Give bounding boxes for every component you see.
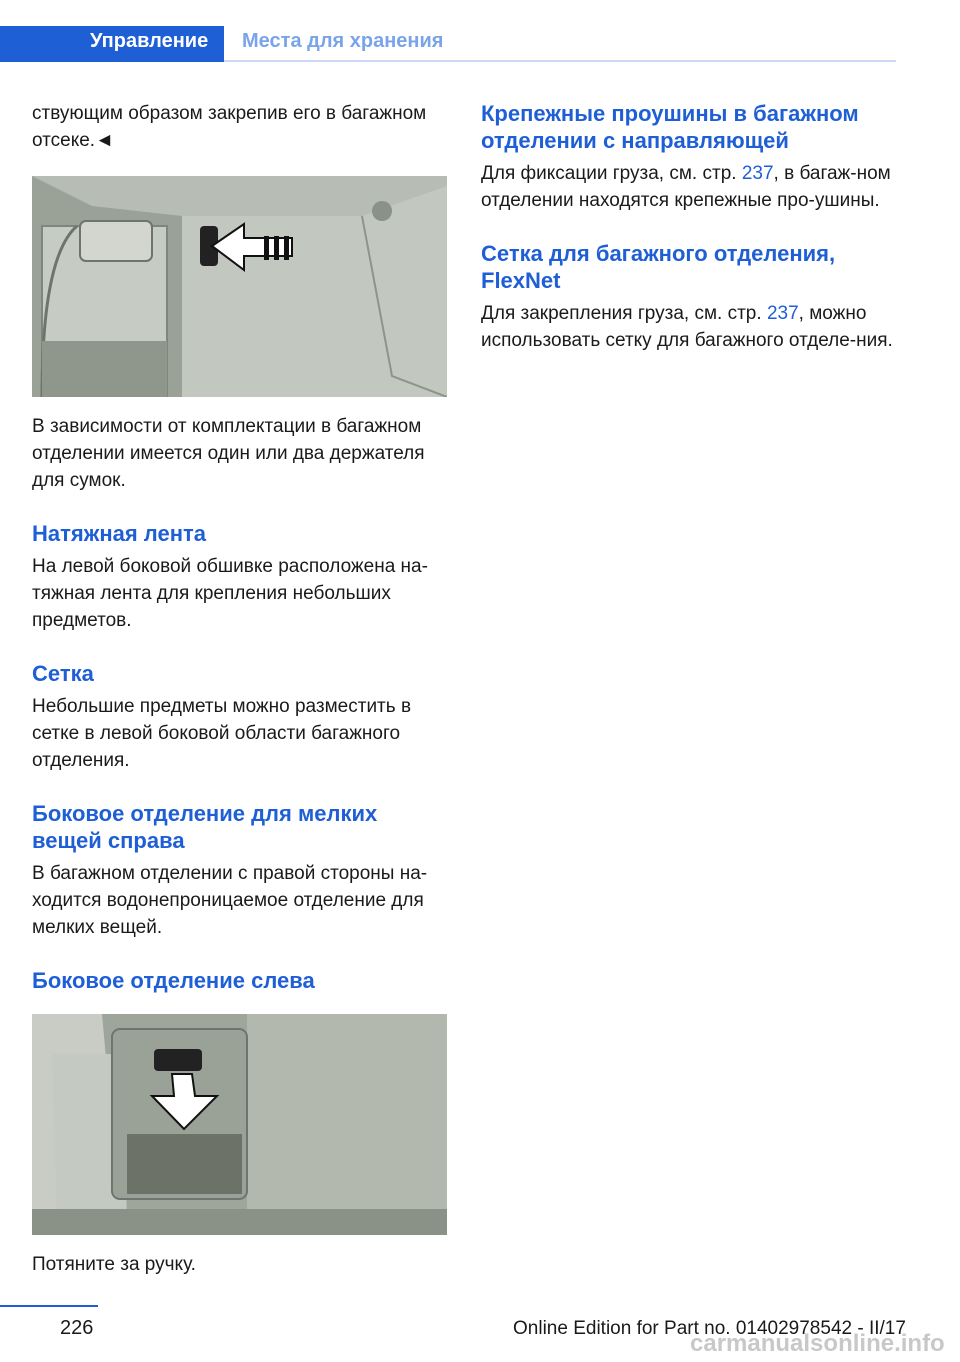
heading-left-compartment: Боковое отделение слева	[32, 968, 315, 993]
flexnet-paragraph	[481, 300, 901, 354]
header-divider	[224, 60, 896, 62]
lashing-eyes-text-a: Для фиксации груза, см. стр.	[481, 163, 742, 184]
photo-left-compartment	[32, 1014, 447, 1235]
watermark: carmanualsonline.info	[690, 1330, 945, 1357]
left-compartment-caption: Потяните за ручку.	[32, 1254, 196, 1275]
header-section-title: Управление	[90, 30, 209, 52]
page-link-237[interactable]: 237	[741, 163, 774, 184]
heading-net: Сетка	[32, 661, 94, 686]
heading-tension-strap: Натяжная лента	[32, 521, 207, 546]
header-subsection-title: Места для хранения	[242, 30, 444, 52]
heading-lashing-eyes: Крепежные проушины в багажном отделении с направляющей	[481, 101, 859, 153]
lashing-eyes-text-b: , в багаж-ном отделении находятся крепежные про-ушины.	[481, 163, 891, 211]
left-column	[32, 100, 452, 1278]
page-link-237-flexnet[interactable]: 237	[766, 303, 799, 324]
right-column	[481, 100, 901, 354]
lashing-eyes-paragraph	[481, 160, 901, 214]
intro-paragraph: ствующим образом закрепив его в багажном отсеке.◄	[32, 103, 427, 151]
page-number: 226	[60, 1317, 94, 1339]
edition-label: Online Edition for Part no. 01402978542 - II/17	[513, 1318, 906, 1339]
bag-holder-paragraph: В зависимости от комплектации в багажном отделении имеется один или два держателя для сумок.	[32, 416, 425, 491]
flexnet-text-b: , можно использовать сетку для багажного отделе-ния.	[481, 303, 893, 351]
tension-strap-paragraph: На левой боковой обшивке расположена на-тяжная лента для крепления небольших предметов.	[32, 556, 428, 631]
net-paragraph: Небольшие предметы можно разместить в сетке в левой боковой области багажного отделения.	[32, 696, 412, 771]
right-compartment-paragraph: В багажном отделении с правой стороны на-ходится водонепроницаемое отделение для мелких вещей.	[32, 863, 428, 938]
flexnet-text-a: Для закрепления груза, см. стр.	[481, 303, 767, 324]
heading-flexnet: Сетка для багажного отделения, FlexNet	[481, 241, 836, 293]
heading-right-compartment: Боковое отделение для мелких вещей справа	[32, 801, 378, 853]
photo-bag-holder	[32, 176, 447, 397]
footer-divider	[0, 1305, 98, 1307]
